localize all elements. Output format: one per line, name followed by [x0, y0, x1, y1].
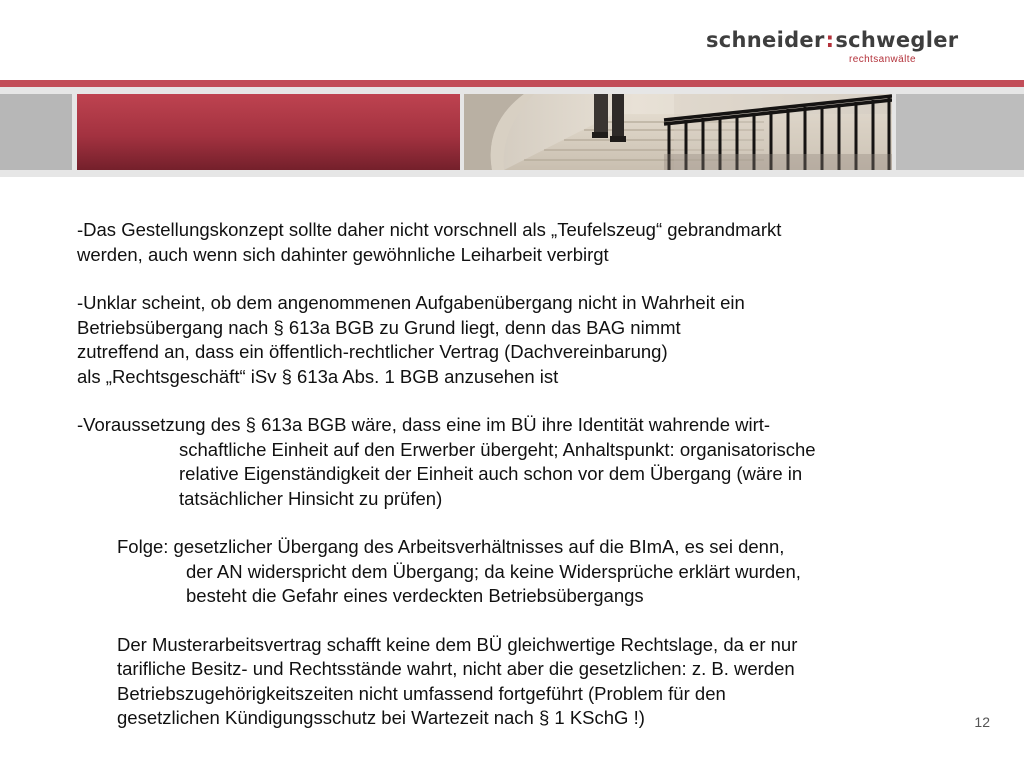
text-line: -Unklar scheint, ob dem angenommenen Aufgabenübergang nicht in Wahrheit ein	[77, 292, 745, 313]
company-logo	[706, 28, 996, 68]
text-line: gesetzlichen Kündigungsschutz bei Wartezeit nach § 1 KSchG !)	[117, 707, 645, 728]
paragraph-voraussetzung	[77, 413, 957, 511]
header-red-block	[77, 94, 460, 170]
header-accent-line	[0, 80, 1024, 87]
text-line: relative Eigenständigkeit der Einheit auch schon vor dem Übergang (wäre in	[179, 463, 803, 484]
text-line: tarifliche Besitz- und Rechtsstände wahrt, nicht aber die gesetzlichen: z. B. werden	[117, 658, 795, 679]
staircase-photo	[464, 94, 892, 170]
text-line: besteht die Gefahr eines verdeckten Betriebsübergangs	[186, 585, 644, 606]
text-line: -Das Gestellungskonzept sollte daher nicht vorschnell als „Teufelszeug“ gebrandmarkt	[77, 219, 782, 240]
slide-body	[77, 218, 957, 731]
text-line: der AN widerspricht dem Übergang; da keine Widersprüche erklärt wurden,	[186, 560, 801, 582]
header-gray-block-left	[0, 94, 72, 170]
paragraph-folge	[117, 535, 957, 609]
text-line: schaftliche Einheit auf den Erwerber übergeht; Anhaltspunkt: organisatorische	[179, 438, 816, 460]
page-number: 12	[974, 714, 990, 730]
logo-separator: :	[825, 28, 835, 52]
logo-left: schneider	[706, 28, 825, 52]
header-gray-block-right	[896, 94, 1024, 170]
text-line: zutreffend an, dass ein öffentlich-rechtlicher Vertrag (Dachvereinbarung)	[77, 341, 668, 362]
text-line: Folge: gesetzlicher Übergang des Arbeitsverhältnisses auf die BImA, es sei denn,	[117, 536, 785, 557]
logo-right: schwegler	[835, 28, 959, 52]
text-line: Der Musterarbeitsvertrag schafft keine dem BÜ gleichwertige Rechtslage, da er nur	[117, 633, 798, 655]
paragraph-musterarbeitsvertrag	[117, 633, 957, 731]
text-line: werden, auch wenn sich dahinter gewöhnliche Leiharbeit verbirgt	[77, 243, 609, 265]
logo-wordmark	[706, 28, 958, 52]
text-line: tatsächlicher Hinsicht zu prüfen)	[179, 487, 443, 509]
text-line: Betriebsübergang nach § 613a BGB zu Grund liegt, denn das BAG nimmt	[77, 316, 681, 338]
text-line: -Voraussetzung des § 613a BGB wäre, dass eine im BÜ ihre Identität wahrende wirt-	[77, 414, 771, 435]
text-line: als „Rechtsgeschäft“ iSv § 613a Abs. 1 BGB anzusehen ist	[77, 365, 559, 387]
paragraph-betriebsuebergang	[77, 291, 957, 389]
paragraph-gestellungskonzept	[77, 218, 957, 267]
logo-subtitle: rechtsanwälte	[849, 54, 916, 65]
text-line: Betriebszugehörigkeitszeiten nicht umfassend fortgeführt (Problem für den	[117, 682, 726, 704]
